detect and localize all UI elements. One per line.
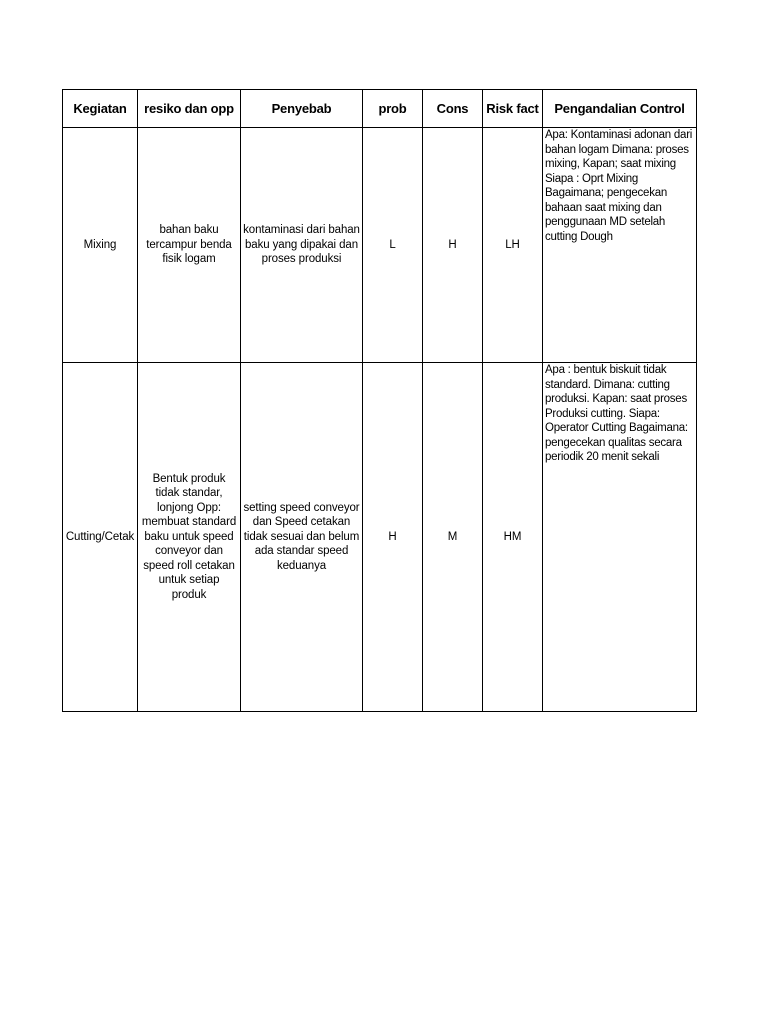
cell-resiko: Bentuk produk tidak standar, lonjong Opp: membuat standard baku untuk speed conveyor dan speed roll cetakan untuk setiap produk (138, 363, 241, 712)
risk-assessment-table (62, 89, 697, 712)
header-row (63, 90, 697, 128)
cell-penyebab: setting speed conveyor dan Speed cetakan tidak sesuai dan belum ada standar speed keduanya (241, 363, 363, 712)
cell-kegiatan: Mixing (63, 128, 138, 363)
table-row (63, 363, 697, 712)
header-kegiatan: Kegiatan (63, 90, 138, 128)
cell-prob: L (363, 128, 423, 363)
cell-resiko: bahan baku tercampur benda fisik logam (138, 128, 241, 363)
cell-risk-fact: LH (483, 128, 543, 363)
header-penyebab: Penyebab (241, 90, 363, 128)
cell-control: Apa: Kontaminasi adonan dari bahan logam Dimana: proses mixing, Kapan; saat mixing Siapa : Oprt Mixing Bagaimana; pengecekan bahaan saat mixing dan penggunaan MD setelah cutting Dough (543, 128, 697, 363)
cell-prob: H (363, 363, 423, 712)
table-row (63, 128, 697, 363)
header-prob: prob (363, 90, 423, 128)
cell-control: Apa : bentuk biskuit tidak standard. Dimana: cutting produksi. Kapan: saat proses Produksi cutting. Siapa: Operator Cutting Bagaimana: pengecekan qualitas secara periodik 20 menit sekali (543, 363, 697, 712)
cell-kegiatan: Cutting/Cetak (63, 363, 138, 712)
header-risk-fact: Risk fact (483, 90, 543, 128)
header-control: Pengandalian Control (543, 90, 697, 128)
header-cons: Cons (423, 90, 483, 128)
cell-cons: M (423, 363, 483, 712)
header-resiko: resiko dan opp (138, 90, 241, 128)
cell-risk-fact: HM (483, 363, 543, 712)
cell-cons: H (423, 128, 483, 363)
cell-penyebab: kontaminasi dari bahan baku yang dipakai dan proses produksi (241, 128, 363, 363)
